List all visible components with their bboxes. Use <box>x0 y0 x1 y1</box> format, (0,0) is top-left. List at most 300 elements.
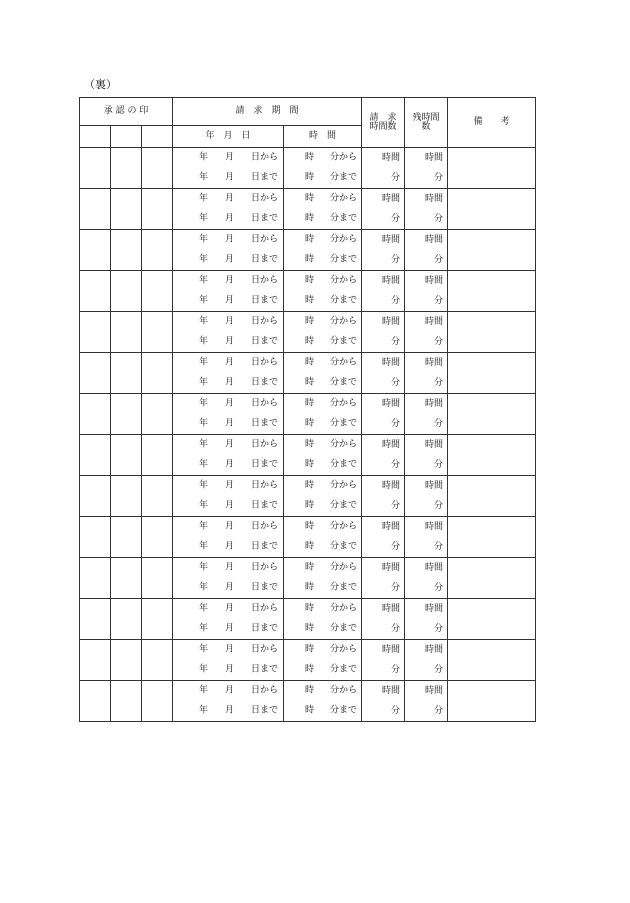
remarks-cell[interactable] <box>448 312 536 353</box>
time-from-cell[interactable] <box>284 230 362 251</box>
hour-label: 時 <box>305 193 315 204</box>
approval-seal-cell-3[interactable] <box>142 435 173 476</box>
min-from-label: 分から <box>330 644 358 655</box>
day-from-label: 日から <box>251 193 279 204</box>
date-from-cell[interactable] <box>173 230 284 251</box>
remaining-minutes-cell[interactable]: 分 <box>405 496 448 517</box>
remaining-hours-cell[interactable]: 時間 <box>405 435 448 456</box>
approval-seal-cell-1[interactable] <box>80 476 111 517</box>
hour-label: 時 <box>305 664 315 675</box>
time-to-cell[interactable] <box>284 250 362 271</box>
approval-seal-cell-3[interactable] <box>142 312 173 353</box>
requested-hours-cell[interactable]: 時間 <box>362 599 405 620</box>
remaining-minutes-cell[interactable]: 分 <box>405 578 448 599</box>
hour-label: 時 <box>305 172 315 183</box>
hour-label: 時 <box>305 521 315 532</box>
remarks-cell[interactable] <box>448 353 536 394</box>
approval-seal-cell-3[interactable] <box>142 517 173 558</box>
date-subheader: 年 月 日 <box>173 126 284 148</box>
month-label: 月 <box>225 172 235 183</box>
date-from-cell[interactable] <box>173 476 284 497</box>
remarks-cell[interactable] <box>448 517 536 558</box>
requested-minutes-cell[interactable]: 分 <box>362 660 405 681</box>
approval-seal-cell-3[interactable] <box>142 681 173 722</box>
approval-seal-cell-2[interactable] <box>111 353 142 394</box>
time-from-cell[interactable] <box>284 189 362 210</box>
remaining-hours-header <box>405 98 448 148</box>
remarks-cell[interactable] <box>448 599 536 640</box>
remaining-minutes-cell[interactable]: 分 <box>405 537 448 558</box>
requested-minutes-cell[interactable]: 分 <box>362 619 405 640</box>
remaining-hours-cell[interactable]: 時間 <box>405 271 448 292</box>
date-from-cell[interactable] <box>173 599 284 620</box>
year-label: 年 <box>199 295 209 306</box>
month-label: 月 <box>225 316 235 327</box>
date-to-cell[interactable] <box>173 537 284 558</box>
remaining-minutes-cell[interactable]: 分 <box>405 455 448 476</box>
date-to-cell[interactable] <box>173 496 284 517</box>
min-to-label: 分まで <box>330 500 358 511</box>
month-label: 月 <box>225 459 235 470</box>
time-from-cell[interactable] <box>284 312 362 333</box>
approval-seal-cell-3[interactable] <box>142 353 173 394</box>
approval-seal-cell-1[interactable] <box>80 353 111 394</box>
year-label: 年 <box>199 644 209 655</box>
month-label: 月 <box>225 439 235 450</box>
date-to-cell[interactable] <box>173 332 284 353</box>
approval-seal-cell-1[interactable] <box>80 394 111 435</box>
approval-seal-cell-3[interactable] <box>142 230 173 271</box>
remaining-minutes-cell[interactable]: 分 <box>405 701 448 722</box>
month-label: 月 <box>225 377 235 388</box>
remarks-cell[interactable] <box>448 394 536 435</box>
year-label: 年 <box>199 685 209 696</box>
remaining-hours-header-line1: 残時間 <box>412 112 440 123</box>
min-from-label: 分から <box>330 439 358 450</box>
remarks-header: 備 考 <box>448 98 536 148</box>
approval-seal-cell-2[interactable] <box>111 126 142 148</box>
day-from-label: 日から <box>251 480 279 491</box>
time-from-cell[interactable] <box>284 148 362 169</box>
remaining-minutes-cell[interactable]: 分 <box>405 291 448 312</box>
date-from-cell[interactable] <box>173 394 284 415</box>
approval-seal-cell-3[interactable] <box>142 271 173 312</box>
month-label: 月 <box>225 705 235 716</box>
day-to-label: 日まで <box>251 254 279 265</box>
remaining-minutes-cell[interactable]: 分 <box>405 660 448 681</box>
year-label: 年 <box>199 582 209 593</box>
approval-seal-cell-1[interactable] <box>80 517 111 558</box>
hour-label: 時 <box>305 500 315 511</box>
day-to-label: 日まで <box>251 459 279 470</box>
month-label: 月 <box>225 644 235 655</box>
min-to-label: 分まで <box>330 623 358 634</box>
time-to-cell[interactable] <box>284 332 362 353</box>
min-to-label: 分まで <box>330 377 358 388</box>
year-label: 年 <box>199 336 209 347</box>
day-to-label: 日まで <box>251 582 279 593</box>
time-from-cell[interactable] <box>284 517 362 538</box>
remarks-cell[interactable] <box>448 476 536 517</box>
year-label: 年 <box>199 172 209 183</box>
remaining-hours-header-line2: 数 <box>421 121 431 132</box>
month-label: 月 <box>225 152 235 163</box>
hour-label: 時 <box>305 152 315 163</box>
approval-seal-cell-2[interactable] <box>111 517 142 558</box>
year-label: 年 <box>199 480 209 491</box>
requested-hours-cell[interactable]: 時間 <box>362 394 405 415</box>
time-to-cell[interactable] <box>284 701 362 722</box>
hour-label: 時 <box>305 254 315 265</box>
remarks-cell[interactable] <box>448 148 536 189</box>
requested-minutes-cell[interactable]: 分 <box>362 209 405 230</box>
requested-minutes-cell[interactable]: 分 <box>362 291 405 312</box>
date-to-cell[interactable] <box>173 209 284 230</box>
day-to-label: 日まで <box>251 664 279 675</box>
remaining-minutes-cell[interactable]: 分 <box>405 619 448 640</box>
approval-seal-cell-3[interactable] <box>142 394 173 435</box>
date-to-cell[interactable] <box>173 291 284 312</box>
hour-label: 時 <box>305 275 315 286</box>
approval-seal-cell-2[interactable] <box>111 599 142 640</box>
requested-hours-cell[interactable]: 時間 <box>362 230 405 251</box>
year-label: 年 <box>199 500 209 511</box>
time-to-cell[interactable] <box>284 373 362 394</box>
day-to-label: 日まで <box>251 418 279 429</box>
date-to-cell[interactable] <box>173 455 284 476</box>
day-to-label: 日まで <box>251 172 279 183</box>
hour-label: 時 <box>305 234 315 245</box>
time-from-cell[interactable] <box>284 271 362 292</box>
day-from-label: 日から <box>251 357 279 368</box>
date-to-cell[interactable] <box>173 701 284 722</box>
approval-seal-cell-1[interactable] <box>80 312 111 353</box>
hour-label: 時 <box>305 398 315 409</box>
remaining-minutes-cell[interactable]: 分 <box>405 414 448 435</box>
day-to-label: 日まで <box>251 377 279 388</box>
hour-label: 時 <box>305 357 315 368</box>
year-label: 年 <box>199 234 209 245</box>
time-to-cell[interactable] <box>284 578 362 599</box>
requested-hours-cell[interactable]: 時間 <box>362 148 405 169</box>
date-from-cell[interactable] <box>173 558 284 579</box>
min-from-label: 分から <box>330 521 358 532</box>
remaining-hours-cell[interactable]: 時間 <box>405 148 448 169</box>
requested-hours-header <box>362 98 405 148</box>
month-label: 月 <box>225 398 235 409</box>
month-label: 月 <box>225 234 235 245</box>
time-from-cell[interactable] <box>284 640 362 661</box>
time-to-cell[interactable] <box>284 496 362 517</box>
year-label: 年 <box>199 418 209 429</box>
day-from-label: 日から <box>251 316 279 327</box>
day-to-label: 日まで <box>251 213 279 224</box>
time-to-cell[interactable] <box>284 619 362 640</box>
remaining-minutes-cell[interactable]: 分 <box>405 209 448 230</box>
approval-seal-cell-2[interactable] <box>111 148 142 189</box>
year-label: 年 <box>199 377 209 388</box>
date-to-cell[interactable] <box>173 619 284 640</box>
approval-seal-cell-3[interactable] <box>142 640 173 681</box>
remaining-hours-cell[interactable]: 時間 <box>405 476 448 497</box>
year-label: 年 <box>199 459 209 470</box>
requested-minutes-cell[interactable]: 分 <box>362 701 405 722</box>
year-label: 年 <box>199 398 209 409</box>
day-from-label: 日から <box>251 439 279 450</box>
date-from-cell[interactable] <box>173 517 284 538</box>
requested-hours-cell[interactable]: 時間 <box>362 476 405 497</box>
time-to-cell[interactable] <box>284 537 362 558</box>
day-from-label: 日から <box>251 234 279 245</box>
remaining-hours-cell[interactable]: 時間 <box>405 517 448 538</box>
approval-seal-cell-2[interactable] <box>111 558 142 599</box>
date-from-cell[interactable] <box>173 681 284 702</box>
hour-label: 時 <box>305 480 315 491</box>
requested-hours-cell[interactable]: 時間 <box>362 640 405 661</box>
approval-seal-cell-2[interactable] <box>111 435 142 476</box>
month-label: 月 <box>225 541 235 552</box>
approval-seal-cell-2[interactable] <box>111 640 142 681</box>
remarks-cell[interactable] <box>448 435 536 476</box>
hour-label: 時 <box>305 541 315 552</box>
month-label: 月 <box>225 275 235 286</box>
time-from-cell[interactable] <box>284 599 362 620</box>
hour-label: 時 <box>305 336 315 347</box>
day-to-label: 日まで <box>251 336 279 347</box>
requested-minutes-cell[interactable]: 分 <box>362 496 405 517</box>
day-from-label: 日から <box>251 275 279 286</box>
month-label: 月 <box>225 295 235 306</box>
remarks-cell[interactable] <box>448 640 536 681</box>
year-label: 年 <box>199 275 209 286</box>
time-to-cell[interactable] <box>284 168 362 189</box>
min-to-label: 分まで <box>330 664 358 675</box>
day-to-label: 日まで <box>251 705 279 716</box>
remaining-hours-cell[interactable]: 時間 <box>405 681 448 702</box>
date-from-cell[interactable] <box>173 148 284 169</box>
date-from-cell[interactable] <box>173 271 284 292</box>
time-from-cell[interactable] <box>284 681 362 702</box>
date-from-cell[interactable] <box>173 435 284 456</box>
approval-seal-cell-1[interactable] <box>80 230 111 271</box>
remaining-hours-cell[interactable]: 時間 <box>405 599 448 620</box>
approval-seal-cell-2[interactable] <box>111 394 142 435</box>
approval-seal-cell-1[interactable] <box>80 558 111 599</box>
hour-label: 時 <box>305 439 315 450</box>
month-label: 月 <box>225 193 235 204</box>
year-label: 年 <box>199 603 209 614</box>
hour-label: 時 <box>305 644 315 655</box>
remaining-hours-cell[interactable]: 時間 <box>405 312 448 333</box>
remaining-hours-cell[interactable]: 時間 <box>405 230 448 251</box>
day-from-label: 日から <box>251 644 279 655</box>
time-to-cell[interactable] <box>284 209 362 230</box>
time-to-cell[interactable] <box>284 414 362 435</box>
time-from-cell[interactable] <box>284 394 362 415</box>
requested-minutes-cell[interactable]: 分 <box>362 332 405 353</box>
min-to-label: 分まで <box>330 213 358 224</box>
month-label: 月 <box>225 418 235 429</box>
approval-seal-cell-2[interactable] <box>111 681 142 722</box>
day-from-label: 日から <box>251 603 279 614</box>
time-from-cell[interactable] <box>284 558 362 579</box>
month-label: 月 <box>225 213 235 224</box>
year-label: 年 <box>199 705 209 716</box>
date-from-cell[interactable] <box>173 640 284 661</box>
month-label: 月 <box>225 357 235 368</box>
requested-minutes-cell[interactable]: 分 <box>362 455 405 476</box>
date-to-cell[interactable] <box>173 250 284 271</box>
month-label: 月 <box>225 562 235 573</box>
year-label: 年 <box>199 664 209 675</box>
hour-label: 時 <box>305 705 315 716</box>
month-label: 月 <box>225 254 235 265</box>
approval-seal-cell-1[interactable] <box>80 599 111 640</box>
year-label: 年 <box>199 316 209 327</box>
hour-label: 時 <box>305 418 315 429</box>
hour-label: 時 <box>305 685 315 696</box>
year-label: 年 <box>199 193 209 204</box>
min-from-label: 分から <box>330 480 358 491</box>
time-from-cell[interactable] <box>284 353 362 374</box>
approval-seal-cell-2[interactable] <box>111 189 142 230</box>
month-label: 月 <box>225 582 235 593</box>
time-from-cell[interactable] <box>284 435 362 456</box>
remaining-hours-cell[interactable]: 時間 <box>405 394 448 415</box>
date-to-cell[interactable] <box>173 578 284 599</box>
remarks-cell[interactable] <box>448 558 536 599</box>
date-from-cell[interactable] <box>173 189 284 210</box>
requested-hours-header-line1: 請 求 <box>369 112 397 123</box>
requested-minutes-cell[interactable]: 分 <box>362 373 405 394</box>
hour-label: 時 <box>305 603 315 614</box>
remarks-cell[interactable] <box>448 681 536 722</box>
requested-minutes-cell[interactable]: 分 <box>362 250 405 271</box>
remaining-minutes-cell[interactable]: 分 <box>405 250 448 271</box>
time-to-cell[interactable] <box>284 660 362 681</box>
approval-seal-cell-2[interactable] <box>111 230 142 271</box>
min-from-label: 分から <box>330 685 358 696</box>
approval-seal-cell-2[interactable] <box>111 312 142 353</box>
requested-hours-cell[interactable]: 時間 <box>362 558 405 579</box>
hour-label: 時 <box>305 582 315 593</box>
approval-seal-cell-1[interactable] <box>80 435 111 476</box>
requested-minutes-cell[interactable]: 分 <box>362 537 405 558</box>
approval-seal-cell-3[interactable] <box>142 126 173 148</box>
min-to-label: 分まで <box>330 254 358 265</box>
approval-seal-cell-1[interactable] <box>80 126 111 148</box>
time-to-cell[interactable] <box>284 455 362 476</box>
approval-seal-cell-3[interactable] <box>142 189 173 230</box>
requested-hours-cell[interactable]: 時間 <box>362 681 405 702</box>
date-from-cell[interactable] <box>173 312 284 333</box>
hour-label: 時 <box>305 295 315 306</box>
min-from-label: 分から <box>330 234 358 245</box>
hour-label: 時 <box>305 623 315 634</box>
year-label: 年 <box>199 521 209 532</box>
remaining-minutes-cell[interactable]: 分 <box>405 168 448 189</box>
min-from-label: 分から <box>330 275 358 286</box>
approval-seal-cell-2[interactable] <box>111 476 142 517</box>
min-to-label: 分まで <box>330 295 358 306</box>
approval-seal-cell-1[interactable] <box>80 681 111 722</box>
min-from-label: 分から <box>330 398 358 409</box>
date-from-cell[interactable] <box>173 353 284 374</box>
approval-seal-cell-1[interactable] <box>80 189 111 230</box>
day-from-label: 日から <box>251 398 279 409</box>
remaining-hours-cell[interactable]: 時間 <box>405 189 448 210</box>
time-from-cell[interactable] <box>284 476 362 497</box>
requested-minutes-cell[interactable]: 分 <box>362 578 405 599</box>
leave-request-table <box>79 97 536 722</box>
min-to-label: 分まで <box>330 418 358 429</box>
day-to-label: 日まで <box>251 623 279 634</box>
min-to-label: 分まで <box>330 336 358 347</box>
approval-seal-cell-3[interactable] <box>142 599 173 640</box>
requested-hours-cell[interactable]: 時間 <box>362 353 405 374</box>
month-label: 月 <box>225 603 235 614</box>
remaining-hours-cell[interactable]: 時間 <box>405 558 448 579</box>
date-to-cell[interactable] <box>173 168 284 189</box>
requested-minutes-cell[interactable]: 分 <box>362 168 405 189</box>
approval-seal-cell-3[interactable] <box>142 558 173 599</box>
min-from-label: 分から <box>330 562 358 573</box>
hour-label: 時 <box>305 213 315 224</box>
requested-minutes-cell[interactable]: 分 <box>362 414 405 435</box>
remarks-cell[interactable] <box>448 189 536 230</box>
min-from-label: 分から <box>330 316 358 327</box>
min-to-label: 分まで <box>330 172 358 183</box>
approval-seal-header: 承 認 の 印 <box>80 98 173 126</box>
hour-label: 時 <box>305 459 315 470</box>
date-to-cell[interactable] <box>173 660 284 681</box>
month-label: 月 <box>225 685 235 696</box>
approval-seal-cell-1[interactable] <box>80 271 111 312</box>
requested-hours-cell[interactable]: 時間 <box>362 271 405 292</box>
requested-hours-cell[interactable]: 時間 <box>362 189 405 210</box>
year-label: 年 <box>199 541 209 552</box>
year-label: 年 <box>199 562 209 573</box>
min-from-label: 分から <box>330 193 358 204</box>
approval-seal-cell-1[interactable] <box>80 148 111 189</box>
remaining-hours-cell[interactable]: 時間 <box>405 353 448 374</box>
date-to-cell[interactable] <box>173 373 284 394</box>
requested-hours-cell[interactable]: 時間 <box>362 312 405 333</box>
approval-seal-cell-3[interactable] <box>142 476 173 517</box>
remaining-hours-cell[interactable]: 時間 <box>405 640 448 661</box>
requested-hours-cell[interactable]: 時間 <box>362 517 405 538</box>
remaining-minutes-cell[interactable]: 分 <box>405 332 448 353</box>
year-label: 年 <box>199 357 209 368</box>
year-label: 年 <box>199 152 209 163</box>
min-to-label: 分まで <box>330 459 358 470</box>
year-label: 年 <box>199 254 209 265</box>
time-to-cell[interactable] <box>284 291 362 312</box>
approval-seal-cell-3[interactable] <box>142 148 173 189</box>
requested-hours-cell[interactable]: 時間 <box>362 435 405 456</box>
date-to-cell[interactable] <box>173 414 284 435</box>
remarks-cell[interactable] <box>448 271 536 312</box>
year-label: 年 <box>199 623 209 634</box>
min-from-label: 分から <box>330 357 358 368</box>
approval-seal-cell-2[interactable] <box>111 271 142 312</box>
remaining-minutes-cell[interactable]: 分 <box>405 373 448 394</box>
approval-seal-cell-1[interactable] <box>80 640 111 681</box>
day-from-label: 日から <box>251 562 279 573</box>
remarks-cell[interactable] <box>448 230 536 271</box>
min-to-label: 分まで <box>330 582 358 593</box>
month-label: 月 <box>225 500 235 511</box>
